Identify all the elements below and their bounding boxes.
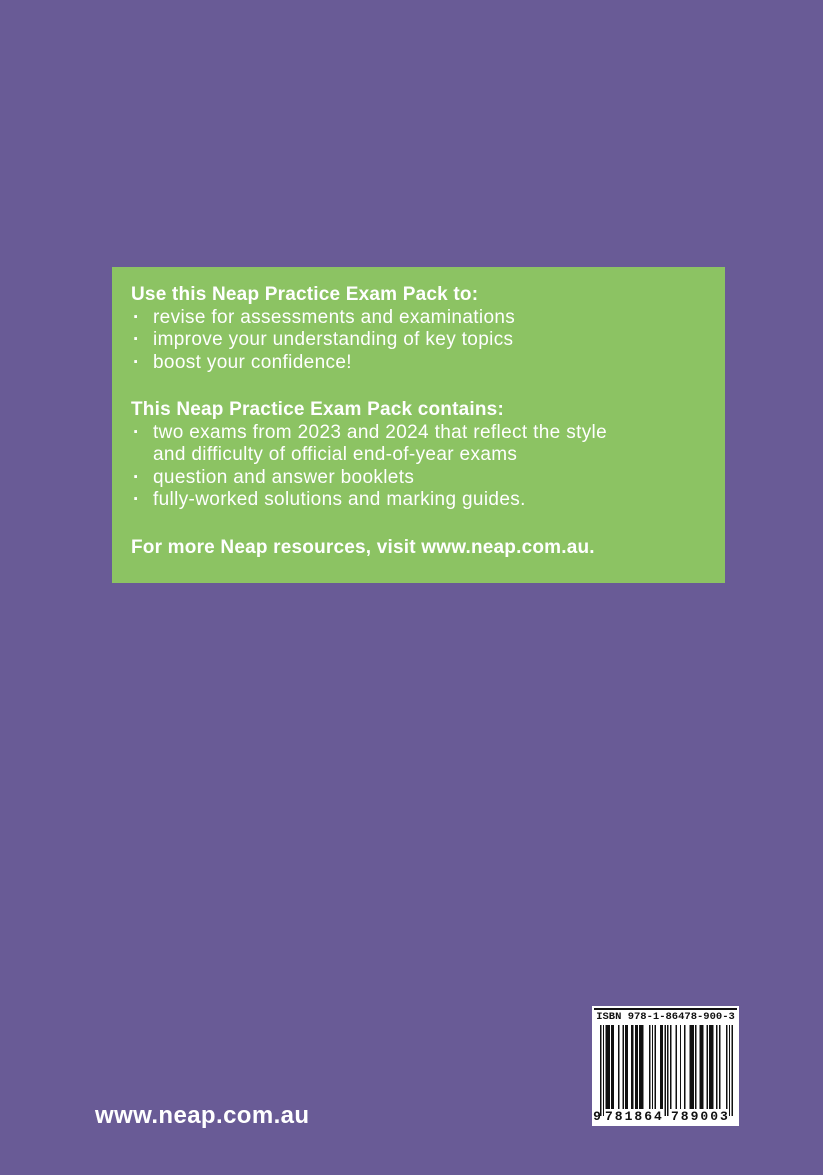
bullet-dot-icon: · [133, 489, 140, 510]
bullet-text: two exams from 2023 and 2024 that reflect the style and difficulty of official end-of-year exams [153, 421, 608, 465]
barcode [592, 1006, 739, 1126]
info-box-heading-use: Use this Neap Practice Exam Pack to: [131, 284, 479, 305]
bullet-dot-icon: · [133, 466, 140, 488]
bullet-list-contains [131, 422, 705, 512]
barcode-digits-left: 781864 [605, 1109, 664, 1124]
bullet-item [131, 329, 705, 352]
bullet-list-use [131, 307, 705, 375]
bullet-dot-icon: · [133, 329, 140, 350]
website-url: www.neap.com.au [95, 1102, 310, 1129]
barcode-top-rule [594, 1008, 737, 1010]
bullet-dot-icon: · [133, 306, 140, 328]
bullet-text: fully-worked solutions and marking guides. [153, 489, 526, 510]
barcode-digits [592, 1109, 739, 1124]
bullet-item [131, 352, 705, 375]
bullet-dot-icon: · [133, 421, 140, 443]
bullet-text: question and answer booklets [153, 466, 415, 488]
isbn-label: ISBN 978-1-86478-900-3 [596, 1011, 735, 1023]
bullet-text: improve your understanding of key topics [153, 329, 514, 350]
info-box [112, 267, 725, 583]
bullet-item [131, 467, 705, 490]
bullet-item [131, 307, 705, 330]
info-box-footer: For more Neap resources, visit www.neap.com.au. [131, 536, 595, 558]
info-box-heading-contains: This Neap Practice Exam Pack contains: [131, 399, 504, 420]
bullet-dot-icon: · [133, 351, 140, 373]
barcode-digit-leading: 9 [593, 1109, 601, 1124]
bullet-text: boost your confidence! [153, 351, 352, 373]
bullet-item [131, 489, 705, 512]
barcode-digits-right: 789003 [671, 1109, 730, 1124]
bullet-item [131, 422, 705, 467]
bullet-text: revise for assessments and examinations [153, 306, 516, 328]
